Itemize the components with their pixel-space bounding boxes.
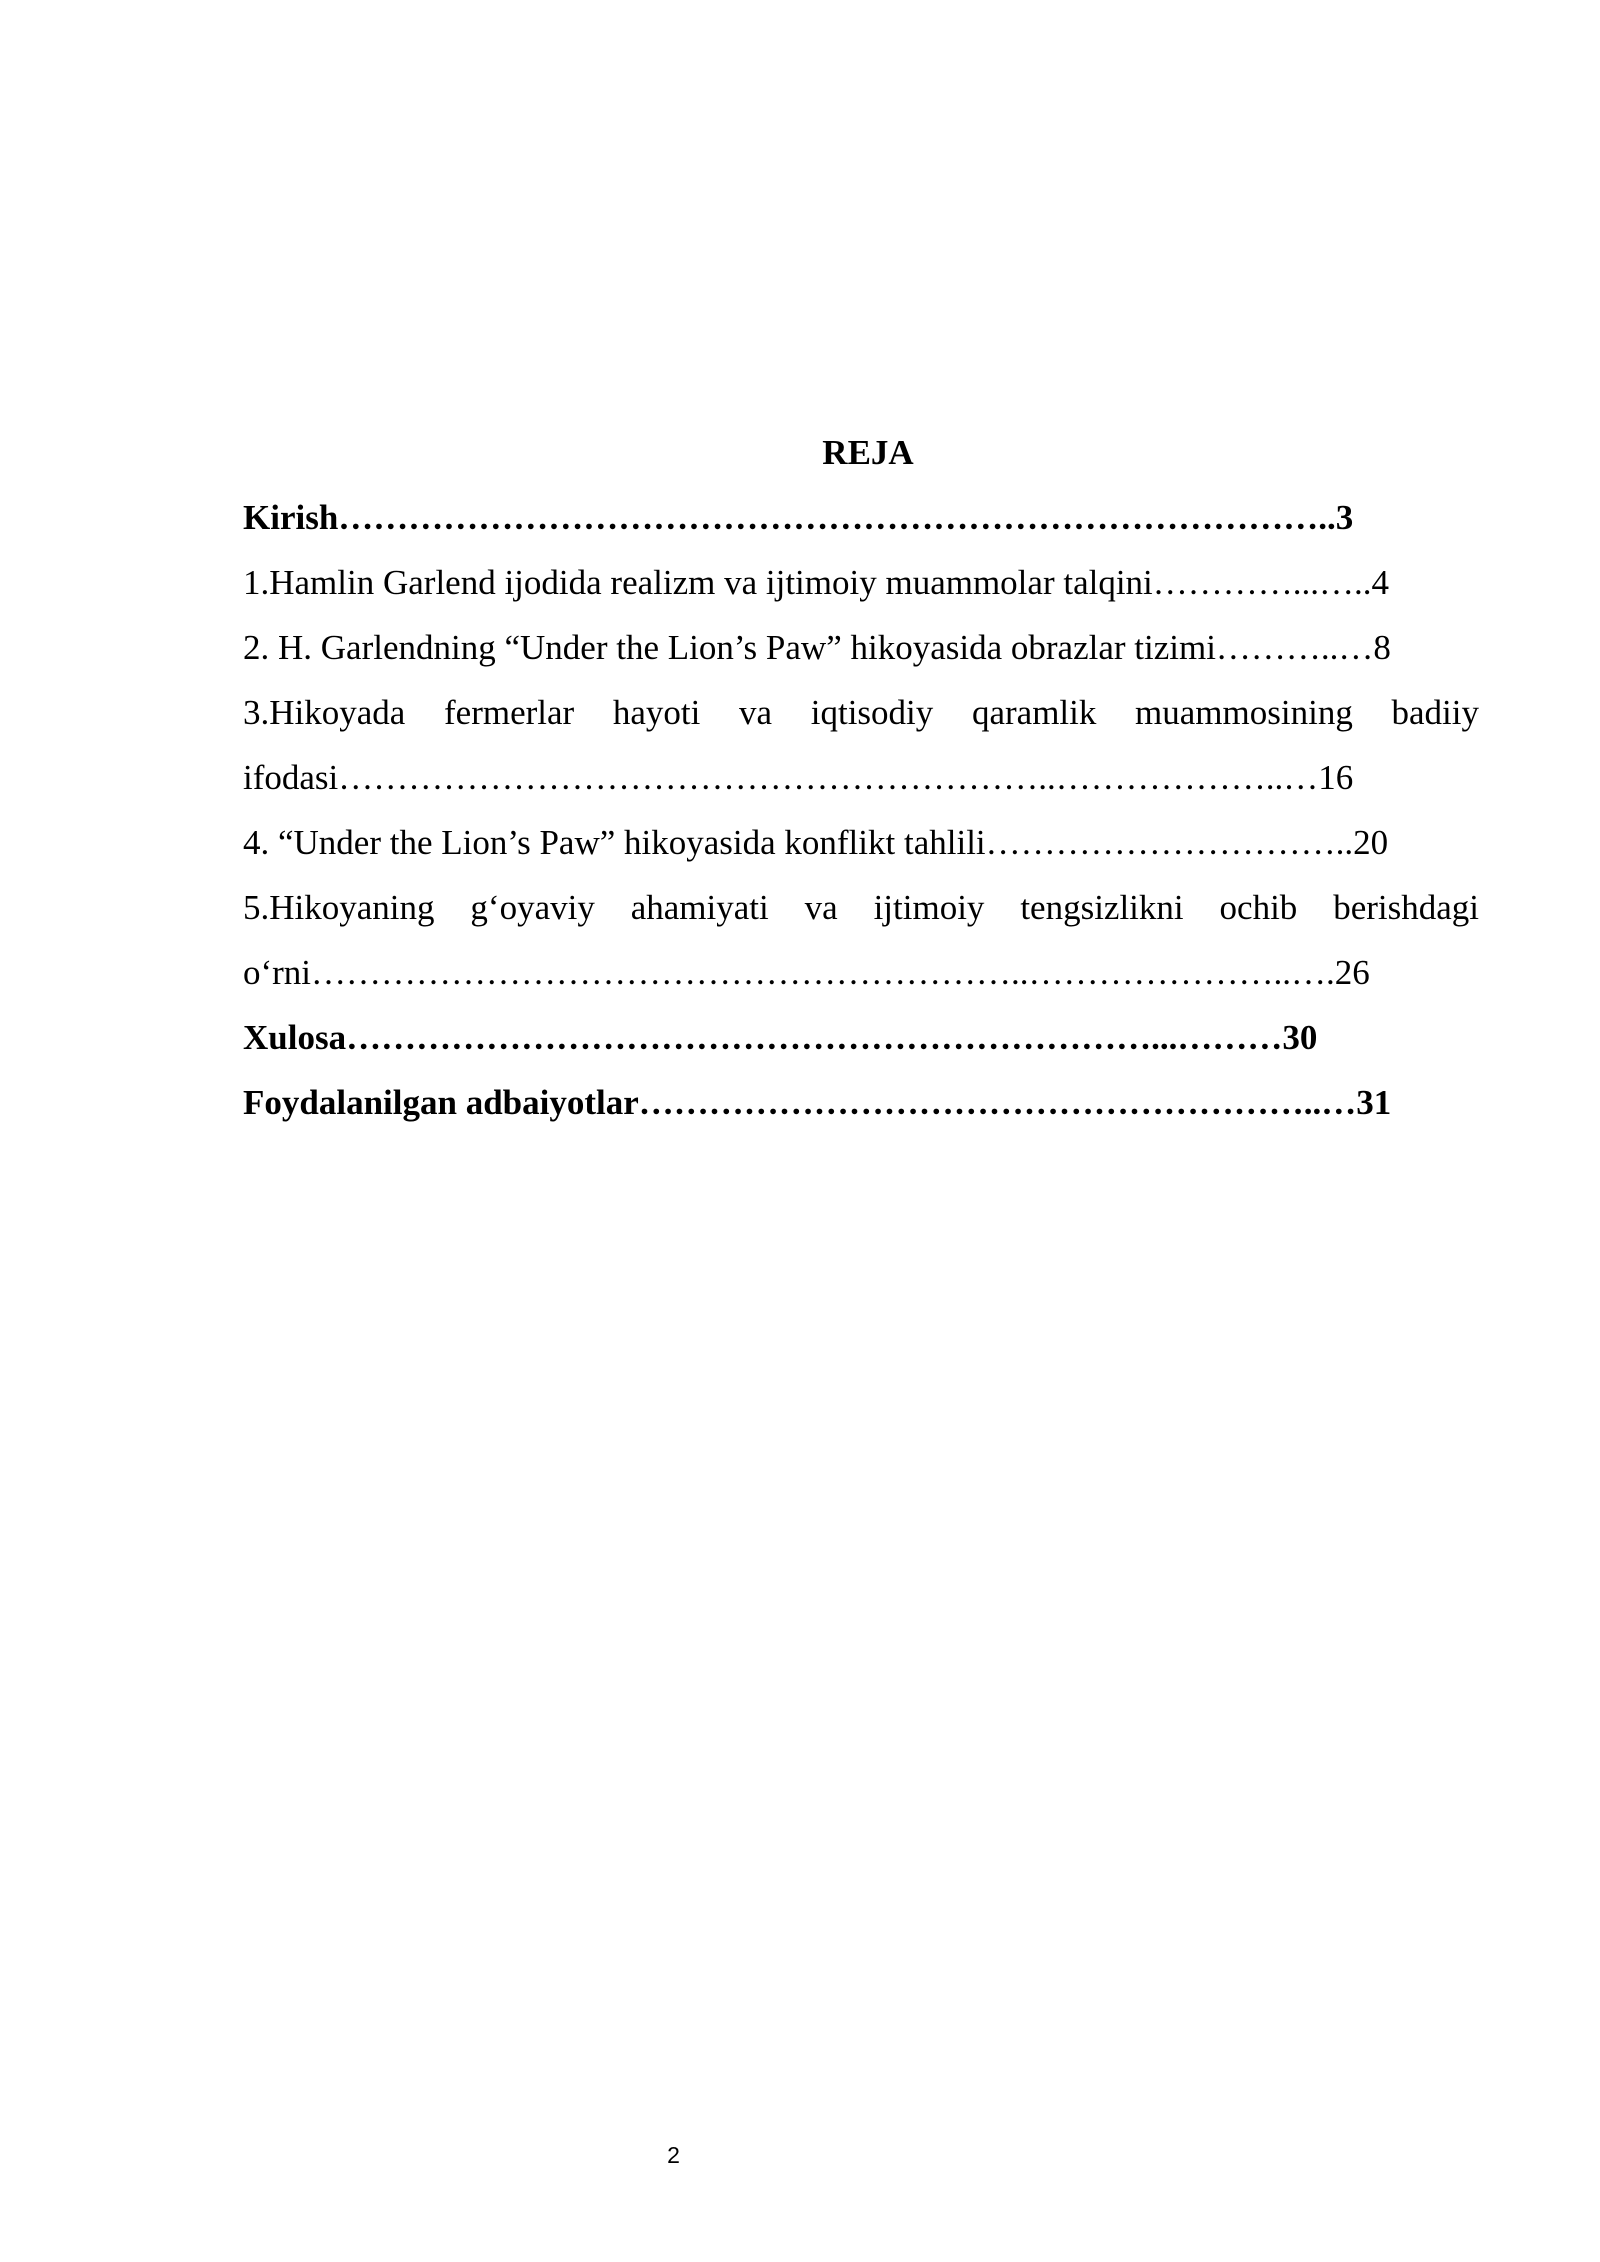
toc-entry-chapter-3-line-2: ifodasi……………………………………………………..………………..…16 xyxy=(243,758,1354,797)
toc-entry-references: Foydalanilgan adbaiyotlar…………………………………………………..…31 xyxy=(243,1083,1392,1122)
toc-entry-chapter-2: 2. H. Garlendning “Under the Lion’s Paw” hikoyasida obrazlar tizimi………..…8 xyxy=(243,628,1391,667)
toc-entry-chapter-1: 1.Hamlin Garlend ijodida realizm va ijtimoiy muammolar talqini…………...…..4 xyxy=(243,563,1390,602)
toc-entry-chapter-3-line-1: 3.Hikoyada fermerlar hayoti va iqtisodiy qaramlik muammosining badiiy xyxy=(243,693,1479,732)
toc-entry-introduction: Kirish…………………………………………………………………………..3 xyxy=(243,498,1354,537)
page-number: 2 xyxy=(667,2142,680,2168)
toc-entry-chapter-5-line-2: o‘rni……………………………………………………..…………………..….26 xyxy=(243,953,1370,992)
toc-entry-chapter-4: 4. “Under the Lion’s Paw” hikoyasida konflikt tahlili…………………………..20 xyxy=(243,823,1389,862)
toc-title: REJA xyxy=(822,433,914,472)
toc-entry-chapter-5-line-1: 5.Hikoyaning g‘oyaviy ahamiyati va ijtimoiy tengsizlikni ochib berishdagi xyxy=(243,888,1479,927)
toc-entry-conclusion: Xulosa……………………………………………………………...………30 xyxy=(243,1018,1318,1057)
table-of-contents xyxy=(243,420,1479,1135)
